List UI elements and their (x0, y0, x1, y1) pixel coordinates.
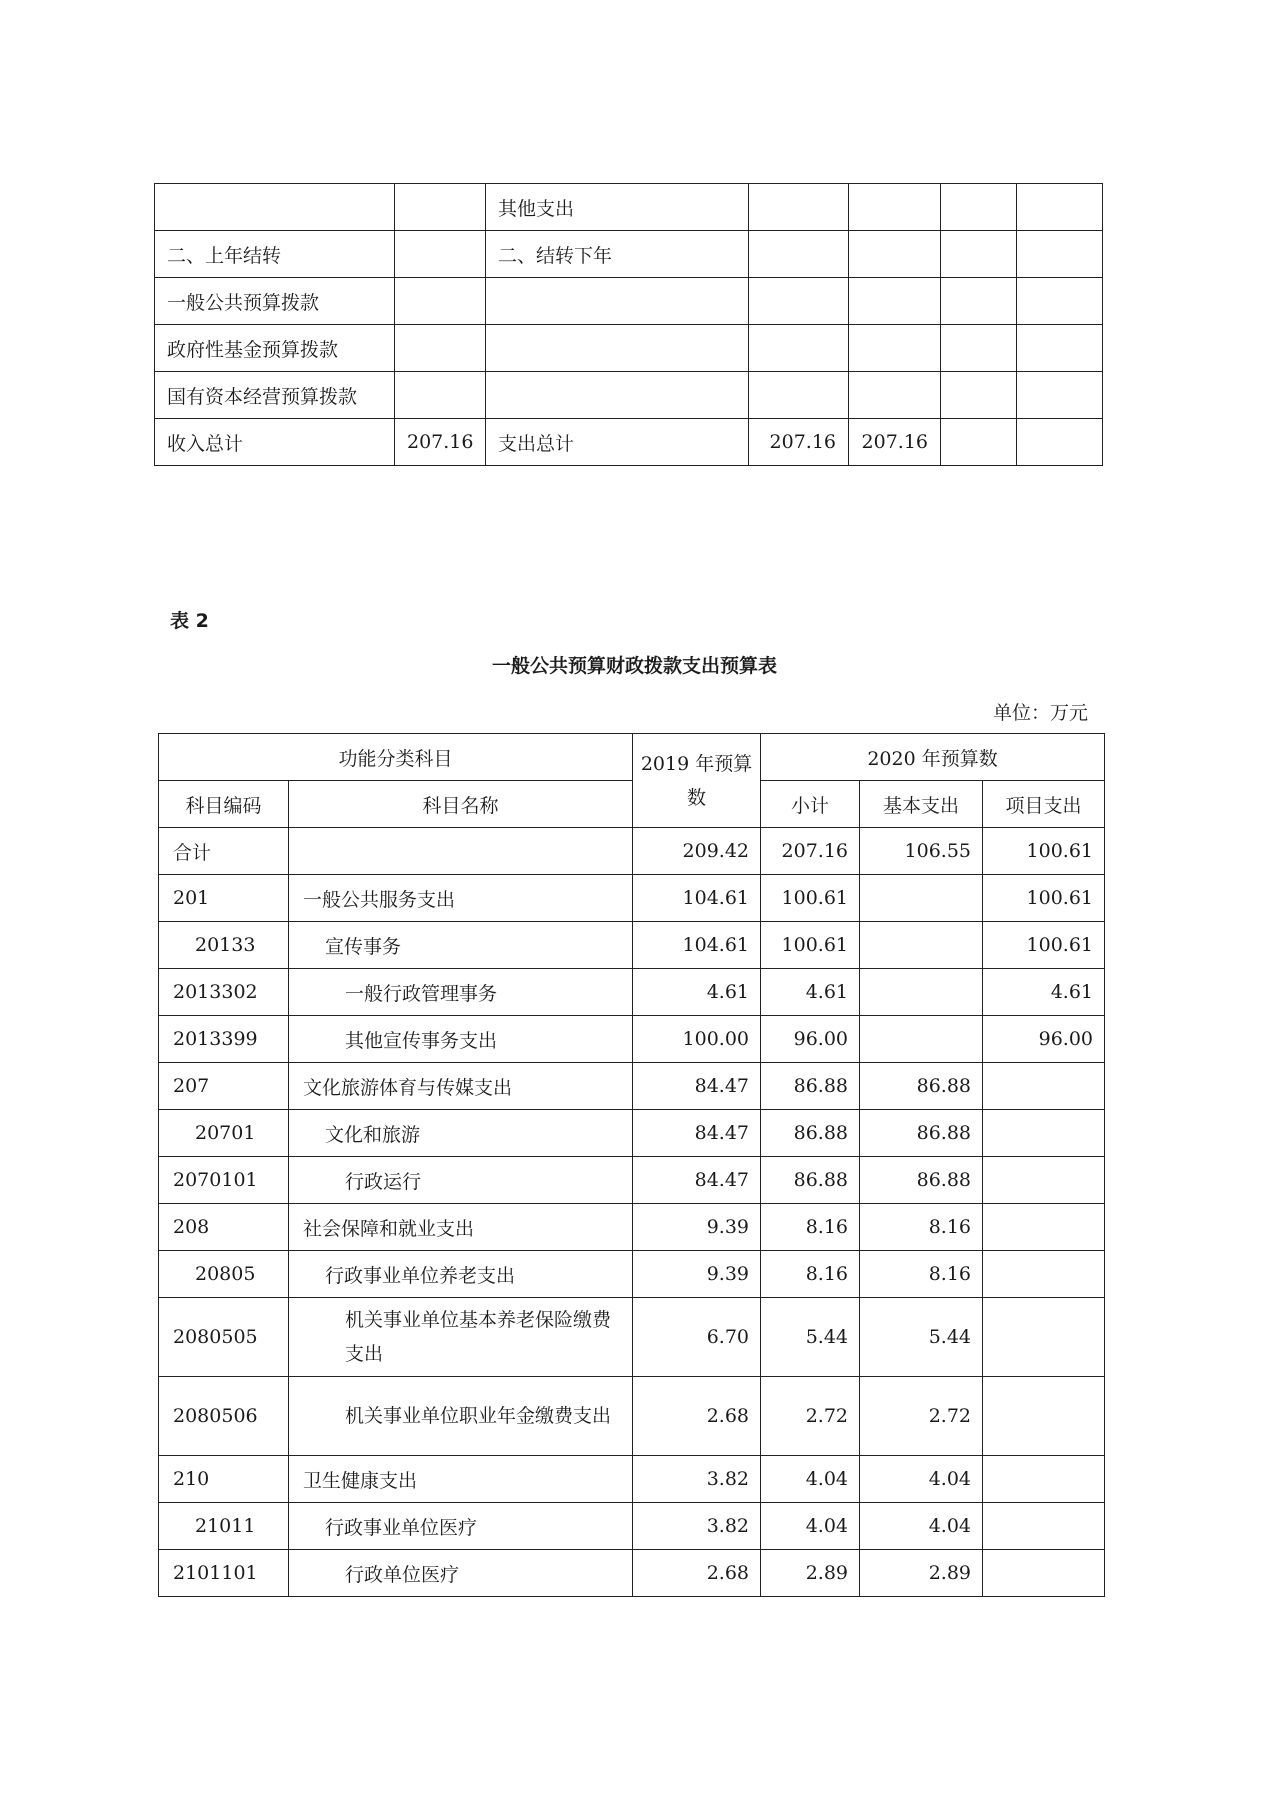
subject-code-cell: 2101101 (159, 1550, 289, 1597)
table-cell: 二、上年结转 (155, 231, 395, 278)
budget-2019-cell: 84.47 (633, 1157, 761, 1204)
basic-expense-cell: 8.16 (860, 1251, 983, 1298)
budget-2019-cell: 104.61 (633, 922, 761, 969)
summary-table-body (155, 184, 1103, 466)
basic-expense-cell: 106.55 (860, 828, 983, 875)
subtotal-cell: 4.04 (761, 1456, 860, 1503)
basic-expense-cell (860, 1016, 983, 1063)
table-row (155, 278, 1103, 325)
table-cell (941, 372, 1017, 419)
table-cell (849, 231, 941, 278)
header-project: 项目支出 (983, 781, 1105, 828)
subject-name-cell: 宣传事务 (289, 922, 633, 969)
table-cell (749, 325, 849, 372)
subject-name-cell: 行政运行 (289, 1157, 633, 1204)
table-cell (941, 419, 1017, 466)
subtotal-cell: 86.88 (761, 1063, 860, 1110)
subject-name-cell: 其他宣传事务支出 (289, 1016, 633, 1063)
table-row (159, 1110, 1105, 1157)
table-row (155, 184, 1103, 231)
budget-2019-cell: 2.68 (633, 1377, 761, 1456)
subject-name-cell: 文化旅游体育与传媒支出 (289, 1063, 633, 1110)
table-cell (849, 278, 941, 325)
table-row (159, 1204, 1105, 1251)
table-cell (749, 231, 849, 278)
subject-code-cell: 20133 (159, 922, 289, 969)
header-subtotal: 小计 (761, 781, 860, 828)
budget-2019-cell: 9.39 (633, 1204, 761, 1251)
subject-name-cell: 行政单位医疗 (289, 1550, 633, 1597)
subtotal-cell: 100.61 (761, 922, 860, 969)
table-row (159, 1251, 1105, 1298)
subtotal-cell: 8.16 (761, 1251, 860, 1298)
header-name: 科目名称 (289, 781, 633, 828)
project-expense-cell (983, 1377, 1105, 1456)
project-expense-cell (983, 1204, 1105, 1251)
project-expense-cell (983, 1298, 1105, 1377)
subject-name-cell: 社会保障和就业支出 (289, 1204, 633, 1251)
table-cell (749, 278, 849, 325)
subtotal-cell: 207.16 (761, 828, 860, 875)
project-expense-cell (983, 1550, 1105, 1597)
project-expense-cell (983, 1251, 1105, 1298)
table-row (155, 372, 1103, 419)
subject-code-cell: 2013302 (159, 969, 289, 1016)
table-cell (1017, 278, 1103, 325)
subject-name-cell: 机关事业单位基本养老保险缴费支出 (289, 1298, 633, 1377)
project-expense-cell (983, 1157, 1105, 1204)
table-row (159, 1550, 1105, 1597)
budget-2019-cell: 209.42 (633, 828, 761, 875)
header-row-2 (159, 781, 1105, 828)
project-expense-cell (983, 1456, 1105, 1503)
basic-expense-cell: 8.16 (860, 1204, 983, 1251)
project-expense-cell: 96.00 (983, 1016, 1105, 1063)
basic-expense-cell: 86.88 (860, 1063, 983, 1110)
subtotal-cell: 4.04 (761, 1503, 860, 1550)
subject-name-cell: 卫生健康支出 (289, 1456, 633, 1503)
project-expense-cell (983, 1063, 1105, 1110)
table-cell (1017, 372, 1103, 419)
subtotal-cell: 100.61 (761, 875, 860, 922)
basic-expense-cell: 4.04 (860, 1456, 983, 1503)
basic-expense-cell (860, 922, 983, 969)
unit-label: 单位：万元 (992, 702, 1088, 724)
table-cell (849, 325, 941, 372)
table-cell (1017, 184, 1103, 231)
project-expense-cell (983, 1503, 1105, 1550)
budget-2019-cell: 104.61 (633, 875, 761, 922)
table-cell (395, 278, 486, 325)
header-func-category: 功能分类科目 (159, 734, 633, 781)
table-row (159, 1456, 1105, 1503)
table-cell (749, 184, 849, 231)
budget-2019-cell: 2.68 (633, 1550, 761, 1597)
subtotal-cell: 4.61 (761, 969, 860, 1016)
basic-expense-cell (860, 875, 983, 922)
header-budget-2019: 2019 年预算数 (633, 734, 761, 828)
budget-2019-cell: 6.70 (633, 1298, 761, 1377)
table-title: 一般公共预算财政拨款支出预算表 (491, 655, 777, 677)
budget-2019-cell: 3.82 (633, 1456, 761, 1503)
subject-name-cell: 行政事业单位养老支出 (289, 1251, 633, 1298)
table-cell (486, 372, 749, 419)
subtotal-cell: 8.16 (761, 1204, 860, 1251)
table-cell (395, 184, 486, 231)
table-cell (395, 372, 486, 419)
subject-code-cell: 20701 (159, 1110, 289, 1157)
table-cell (941, 325, 1017, 372)
table-cell (941, 184, 1017, 231)
subject-code-cell: 2013399 (159, 1016, 289, 1063)
table-cell (486, 325, 749, 372)
basic-expense-cell: 2.72 (860, 1377, 983, 1456)
table-row (159, 1157, 1105, 1204)
project-expense-cell: 100.61 (983, 922, 1105, 969)
subject-name-cell: 一般行政管理事务 (289, 969, 633, 1016)
basic-expense-cell: 2.89 (860, 1550, 983, 1597)
budget-2019-cell: 9.39 (633, 1251, 761, 1298)
table-cell (941, 231, 1017, 278)
table-cell: 207.16 (395, 419, 486, 466)
project-expense-cell: 4.61 (983, 969, 1105, 1016)
table-row (159, 875, 1105, 922)
basic-expense-cell: 4.04 (860, 1503, 983, 1550)
table-row (159, 969, 1105, 1016)
table-cell (849, 372, 941, 419)
table-cell (749, 372, 849, 419)
expenditure-table-body (159, 828, 1105, 1597)
budget-2019-cell: 84.47 (633, 1110, 761, 1157)
table-cell (155, 184, 395, 231)
subject-code-cell: 合计 (159, 828, 289, 875)
table-cell: 政府性基金预算拨款 (155, 325, 395, 372)
basic-expense-cell: 86.88 (860, 1157, 983, 1204)
subject-code-cell: 2080506 (159, 1377, 289, 1456)
table-cell: 207.16 (849, 419, 941, 466)
table-cell: 支出总计 (486, 419, 749, 466)
budget-2019-cell: 84.47 (633, 1063, 761, 1110)
income-expense-summary-table (154, 183, 1103, 466)
table-row (159, 828, 1105, 875)
subtotal-cell: 86.88 (761, 1110, 860, 1157)
table-number-label: 表 2 (170, 610, 209, 632)
table-cell (486, 278, 749, 325)
budget-2019-cell: 3.82 (633, 1503, 761, 1550)
subtotal-cell: 96.00 (761, 1016, 860, 1063)
table-row (155, 419, 1103, 466)
subject-code-cell: 208 (159, 1204, 289, 1251)
basic-expense-cell (860, 969, 983, 1016)
basic-expense-cell: 86.88 (860, 1110, 983, 1157)
table-cell (1017, 325, 1103, 372)
table-cell: 二、结转下年 (486, 231, 749, 278)
table-cell: 其他支出 (486, 184, 749, 231)
header-code: 科目编码 (159, 781, 289, 828)
table-cell (941, 278, 1017, 325)
table-row (155, 231, 1103, 278)
subject-code-cell: 20805 (159, 1251, 289, 1298)
subject-code-cell: 2070101 (159, 1157, 289, 1204)
table-cell (395, 231, 486, 278)
subtotal-cell: 2.72 (761, 1377, 860, 1456)
table-cell (1017, 419, 1103, 466)
subject-code-cell: 201 (159, 875, 289, 922)
table-cell (395, 325, 486, 372)
subtotal-cell: 5.44 (761, 1298, 860, 1377)
header-basic: 基本支出 (860, 781, 983, 828)
header-budget-2020: 2020 年预算数 (761, 734, 1105, 781)
subject-code-cell: 21011 (159, 1503, 289, 1550)
header-row-1 (159, 734, 1105, 781)
table-cell: 国有资本经营预算拨款 (155, 372, 395, 419)
project-expense-cell (983, 1110, 1105, 1157)
table-cell: 收入总计 (155, 419, 395, 466)
subject-code-cell: 210 (159, 1456, 289, 1503)
table-row (159, 1298, 1105, 1377)
table-row (159, 1377, 1105, 1456)
table-row (159, 1016, 1105, 1063)
subject-name-cell: 行政事业单位医疗 (289, 1503, 633, 1550)
subject-name-cell: 一般公共服务支出 (289, 875, 633, 922)
table-row (155, 325, 1103, 372)
budget-2019-cell: 4.61 (633, 969, 761, 1016)
table-cell (1017, 231, 1103, 278)
subtotal-cell: 86.88 (761, 1157, 860, 1204)
basic-expense-cell: 5.44 (860, 1298, 983, 1377)
table-cell: 207.16 (749, 419, 849, 466)
table-row (159, 922, 1105, 969)
expenditure-budget-table (158, 733, 1105, 1597)
table-cell: 一般公共预算拨款 (155, 278, 395, 325)
project-expense-cell: 100.61 (983, 828, 1105, 875)
table-cell (849, 184, 941, 231)
subject-code-cell: 207 (159, 1063, 289, 1110)
subtotal-cell: 2.89 (761, 1550, 860, 1597)
subject-name-cell (289, 828, 633, 875)
table-row (159, 1503, 1105, 1550)
subject-name-cell: 文化和旅游 (289, 1110, 633, 1157)
project-expense-cell: 100.61 (983, 875, 1105, 922)
subject-name-cell: 机关事业单位职业年金缴费支出 (289, 1377, 633, 1456)
subject-code-cell: 2080505 (159, 1298, 289, 1377)
budget-2019-cell: 100.00 (633, 1016, 761, 1063)
table-row (159, 1063, 1105, 1110)
